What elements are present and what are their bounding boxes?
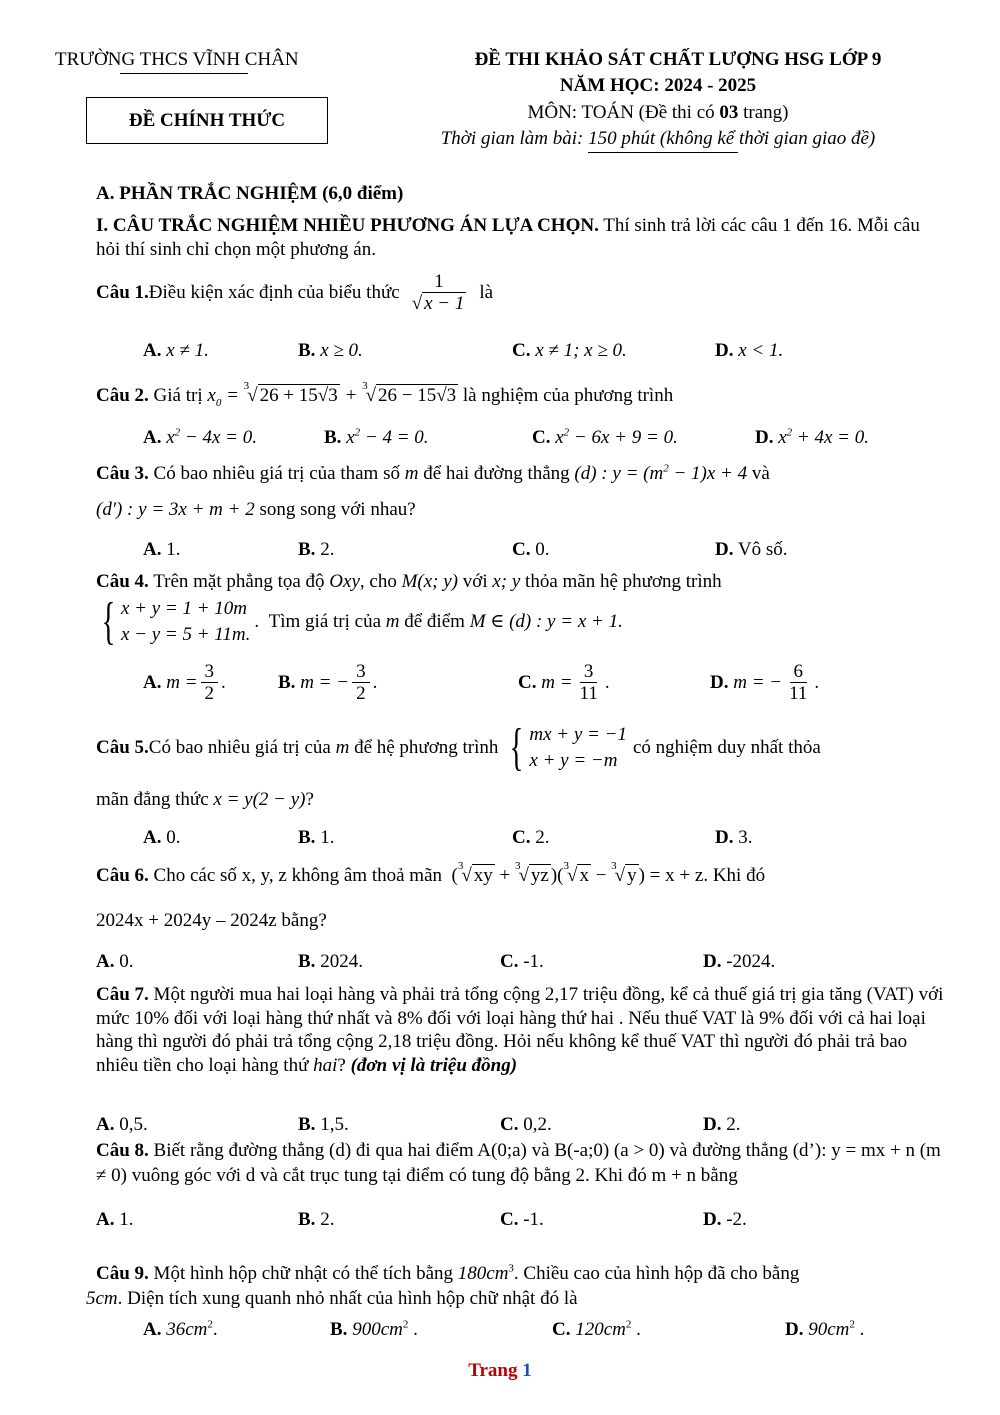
question-7: Câu 7. Một người mua hai loại hàng và phải trả tổng cộng 2,17 triệu đồng, kể cả thuế giá trị gia tăng (VAT) với mức 10% đối với loại hàng thứ nhất và 8% đối với loại hàng thứ hai . Nếu thuế VAT là 9% đối với cả hai loại hàng thì người đó phải trả tổng cộng 2,18 triệu đồng. Hỏi nếu không kể thuế VAT thì người đó phải trả bao nhiêu tiền cho loại hàng thứ hai? (đơn vị là triệu đồng) — [96, 984, 944, 1076]
q5-system: { mx + y = −1 x + y = −m — [510, 719, 627, 776]
q3-option-a: A. 1. — [143, 539, 181, 560]
q5-option-c: C. 2. — [512, 827, 550, 848]
question-9: Câu 9. Một hình hộp chữ nhật có thể tích bằng $180cm^3$. Chiều cao của hình hộp đã cho bằng — [96, 1262, 800, 1284]
q8-option-d: D. -2. — [703, 1209, 747, 1230]
q5-option-d: D. 3. — [715, 827, 753, 848]
q4-system: { x + y = 1 + 10m x − y = 5 + 11m. — [101, 593, 251, 650]
q5-option-b: B. 1. — [298, 827, 335, 848]
q7-option-a: A. 0,5. — [96, 1114, 148, 1135]
school-underline — [120, 73, 248, 74]
q2-expression: $x_0 = ^3√$ 26 + 15√3 + $^3$√ 26 − 15√3 — [207, 380, 457, 409]
q9-option-b: B. $900cm^2$ . — [330, 1318, 418, 1340]
school-name: TRƯỜNG THCS VĨNH CHÂN — [55, 49, 299, 70]
section-1-instructions: I. CÂU TRẮC NGHIỆM NHIỀU PHƯƠNG ÁN LỰA CHỌN. Thí sinh trả lời các câu 1 đến 16. Mỗi câu hỏi thí sinh chỉ chọn một phương án. — [96, 215, 920, 260]
official-label: ĐỀ CHÍNH THỨC — [128, 109, 286, 131]
q1-option-c: C. x ≠ 1; x ≥ 0. — [512, 340, 627, 361]
q8-option-a: A. 1. — [96, 1209, 134, 1230]
q4-option-d: D. m = − $\frac{6}{11}$ . — [710, 661, 820, 704]
q6-option-d: D. -2024. — [703, 951, 776, 972]
section-a-title: A. PHẦN TRẮC NGHIỆM (6,0 điểm) — [96, 183, 404, 204]
school-year: NĂM HỌC: 2024 - 2025 — [559, 75, 757, 96]
q6-option-a: A. 0. — [96, 951, 134, 972]
q7-option-b: B. 1,5. — [298, 1114, 349, 1135]
q9-option-d: D. $90cm^2$ . — [785, 1318, 865, 1340]
question-4: Câu 4. Trên mặt phẳng tọa độ Oxy, cho M(x; y) với x; y thỏa mãn hệ phương trình — [96, 571, 722, 592]
question-6: Câu 6. Cho các số x, y, z không âm thoả mãn ($^3$√ xy + $^3$√ yz )($^3$√ x − $^3$√ y ) = x + z. Khi đó — [96, 860, 766, 886]
question-4-line-2: { x + y = 1 + 10m x − y = 5 + 11m. . Tìm giá trị của m để điểm M ∈ (d) : y = x + 1. — [96, 596, 623, 648]
q6-option-c: C. -1. — [500, 951, 544, 972]
question-8: Câu 8. Biết rằng đường thẳng (d) đi qua hai điểm A(0;a) và B(-a;0) (a > 0) và đường thẳng (d’): y = mx + n (m ≠ 0) vuông góc với d và cắt trục tung tại điểm có tung độ bằng 2. Khi đó m + n bằng — [96, 1140, 941, 1186]
q4-option-c: C. m = $\frac{3}{11}$ . — [518, 661, 610, 704]
page-footer: Trang 1 — [468, 1360, 532, 1381]
q3-option-d: D. Vô số. — [715, 539, 788, 560]
q9-option-a: A. $36cm^2$. — [143, 1318, 218, 1340]
page-number: 1 — [522, 1360, 532, 1381]
question-2: Câu 2. Giá trị $x_0 = ^3√$ 26 + 15√3 + $^3$√ 26 − 15√3 là nghiệm của phương trình — [96, 380, 674, 409]
question-3: Câu 3. Có bao nhiêu giá trị của tham số m để hai đường thẳng (d) : $y = (m^2 - 1)x + 4$ và — [96, 462, 770, 484]
q3-option-b: B. 2. — [298, 539, 335, 560]
q7-option-c: C. 0,2. — [500, 1114, 552, 1135]
q6-expression: ($^3$√ xy + $^3$√ yz )($^3$√ x − $^3$√ y ) = x + z — [446, 860, 704, 886]
q2-option-b: B. $x^2 - 4 = 0$. — [324, 426, 429, 448]
q2-option-d: D. $x^2 + 4x = 0$. — [755, 426, 869, 448]
q1-option-d: D. x < 1. — [715, 340, 784, 361]
exam-title: ĐỀ THI KHẢO SÁT CHẤT LƯỢNG HSG LỚP 9 — [474, 49, 882, 70]
time-underline — [588, 152, 738, 153]
q1-option-a: A. x ≠ 1. — [143, 340, 209, 361]
q6-option-b: B. 2024. — [298, 951, 363, 972]
q2-option-a: A. $x^2 - 4x = 0$. — [143, 426, 257, 448]
q7-option-d: D. 2. — [703, 1114, 741, 1135]
q1-option-b: B. x ≥ 0. — [298, 340, 363, 361]
q4-option-a: A. m = $\frac{3}{2}$ . — [143, 661, 226, 704]
q8-option-b: B. 2. — [298, 1209, 335, 1230]
subject-line: MÔN: TOÁN (Đề thi có 03 trang) — [527, 102, 789, 123]
q4-option-b: B. m = − $\frac{3}{2}$ . — [278, 661, 378, 704]
question-5: Câu 5. Có bao nhiêu giá trị của m để hệ phương trình { mx + y = −1 x + y = −m có nghiệm duy nhất thỏa — [96, 719, 821, 776]
q5-option-a: A. 0. — [143, 827, 181, 848]
question-5-line-2: mãn đẳng thức x = y(2 − y)? — [96, 789, 314, 810]
q9-option-c: C. $120cm^2$ . — [552, 1318, 641, 1340]
question-6-line-2: 2024x + 2024y – 2024z bằng? — [96, 910, 327, 931]
q3-option-c: C. 0. — [512, 539, 550, 560]
time-line: Thời gian làm bài: 150 phút (không kể thời gian giao đề) — [440, 128, 876, 149]
official-box — [86, 97, 328, 144]
question-1: Câu 1. Điều kiện xác định của biểu thức $\frac{1}{√ x - 1}$ là — [96, 271, 494, 314]
q1-expression: $\frac{1}{√ x - 1}$ — [411, 271, 465, 314]
q8-option-c: C. -1. — [500, 1209, 544, 1230]
question-3-line-2: (d′) : y = 3x + m + 2 song song với nhau? — [96, 499, 416, 520]
question-9-line-2: 5cm. Diện tích xung quanh nhỏ nhất của hình hộp chữ nhật đó là — [86, 1288, 578, 1309]
q2-option-c: C. $x^2 - 6x + 9 = 0$. — [532, 426, 678, 448]
